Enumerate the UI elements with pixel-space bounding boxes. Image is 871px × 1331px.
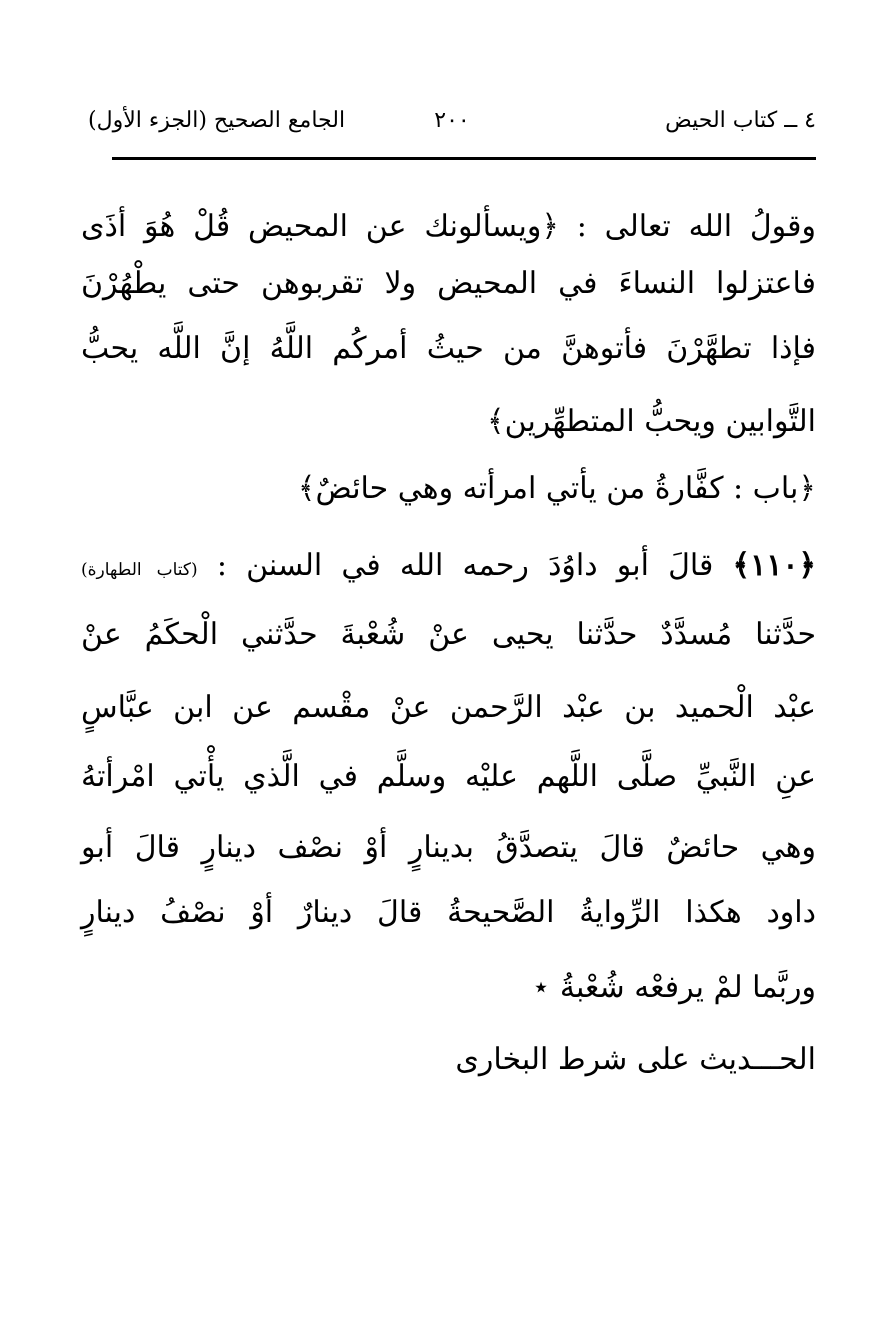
verse-line-3: فإذا تطهَّرْنَ فأتوهنَّ من حيثُ أمركُم اللَّهُ إنَّ اللَّه يحبُّ [81,331,816,366]
hadith-line-1: حدَّثنا مُسدَّدٌ حدَّثنا يحيى عنْ شُعْبةَ حدَّثني الْحكَمُ عنْ [81,617,816,652]
hadith-intro-line [81,546,816,590]
verse-line-4: التَّوابين ويحبُّ المتطهِّرين﴾ [487,404,816,439]
header-rule [112,157,816,160]
book-title: الجامع الصحيح (الجزء الأول) [88,108,346,133]
hadith-line-5: داود هكذا الرِّوايةُ الصَّحيحةُ قالَ دينارٌ أوْ نصْفُ دينارٍ [81,895,816,930]
hadith-verdict: الحـــديث على شرط البخارى [455,1042,816,1077]
hadith-line-2: عبْد الْحميد بن عبْد الرَّحمن عنْ مقْسم عن ابن عبَّاسٍ [81,690,816,725]
hadith-line-3: عنِ النَّبيِّ صلَّى اللَّهم عليْه وسلَّم في الَّذي يأْتي امْرأتهُ [81,759,816,794]
running-header [88,108,816,144]
page-number: ٢٠٠ [434,108,470,133]
hadith-line-6: وربَّما لمْ يرفعْه شُعْبةُ ⋆ [531,970,816,1005]
hadith-number: ﴿١١٠﴾ [732,548,817,583]
verse-line-1: وقولُ الله تعالى : ﴿ويسألونك عن المحيض قُلْ هُوَ أذَى [81,209,816,244]
hadith-intro-text: قالَ أبو داوُدَ رحمه الله في السنن : [216,548,714,583]
hadith-line-4: وهي حائضٌ قالَ يتصدَّقُ بدينارٍ أوْ نصْف دينارٍ قالَ أبو [81,830,816,865]
chapter-title: ٤ ــ كتاب الحيض [665,108,816,133]
source-note: (كتاب الطهارة) [81,560,198,580]
chapter-heading: ﴿باب : كفَّارةُ من يأتي امرأته وهي حائضٌ﴾ [297,471,816,506]
verse-line-2: فاعتزلوا النساءَ في المحيض ولا تقربوهن حتى يطْهُرْنَ [81,266,816,301]
